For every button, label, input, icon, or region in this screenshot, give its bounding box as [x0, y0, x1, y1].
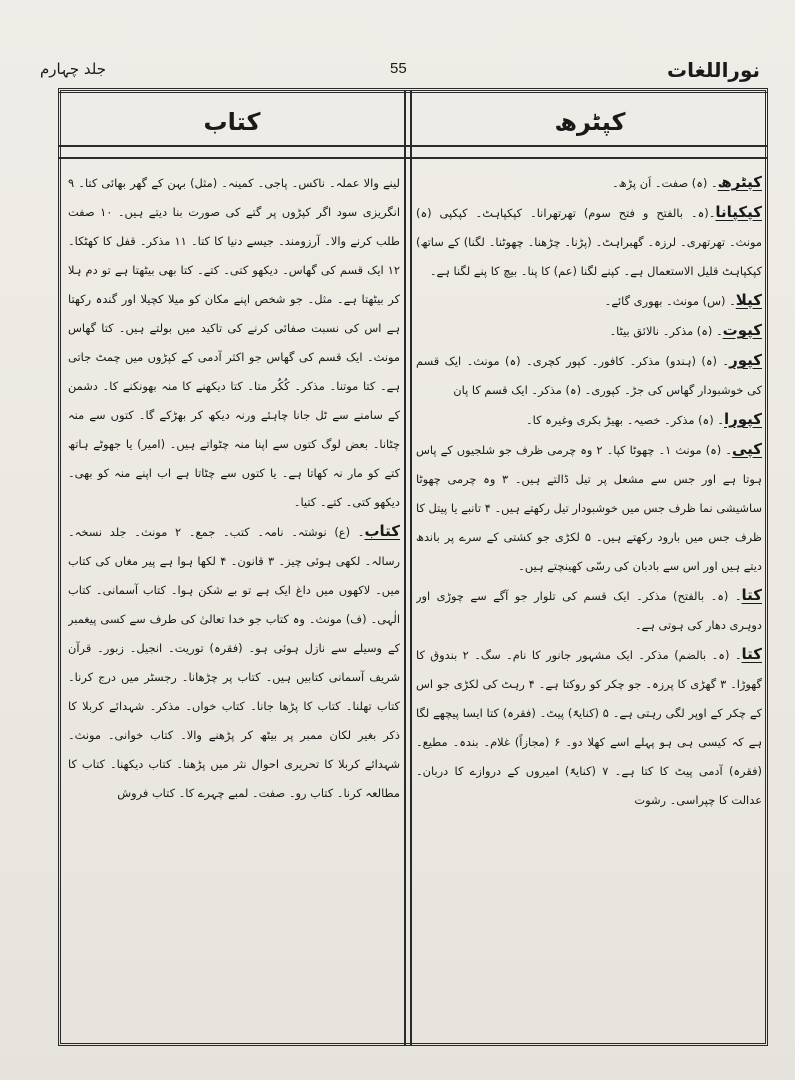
definition: ۔ (ہ) مذکر۔ نالائق بیٹا۔: [609, 324, 723, 338]
definition: ۔ (س) مونث۔ بھوری گائے۔: [604, 294, 736, 308]
entry: [416, 346, 762, 405]
volume-label: جلد چہارم: [40, 60, 107, 78]
entry: [68, 517, 400, 808]
entry: [416, 640, 762, 815]
page-header: [40, 58, 760, 88]
book-title: نوراللغات: [667, 58, 760, 82]
definition: ۔ (ہ) مذکر۔ خصیہ۔ بھیڑ بکری وغیرہ کا۔: [525, 413, 724, 427]
definition: ۔ (ہ۔ بالضم) مذکر۔ ایک مشہور جانور کا نام۔ سگ۔ ۲ بندوق کا گھوڑا۔ ۳ گھڑی کا پرزہ۔ جو چکر کو روکتا ہے۔ ۴ رہٹ کی لکڑی جو اس کے چکر کے اوپر لگی رہتی ہے۔ ۵ (کنایۃً) پیٹ۔ (فقرہ) کتا ایسا پیچھے لگا ہے کہ کیسی ہی ہو پہلے اسے کھلا دو۔ ۶ (مجازاً) غلام۔ بندہ۔ مطیع۔ (فقرہ) آدمی پیٹ کا کتا ہے۔ ۷ (کنایۃً) امیروں کے دروازے کا دربان۔ عدالت کا چپراسی۔ رشوت: [416, 648, 762, 807]
headword: کتاب: [364, 522, 400, 540]
definition: ۔ (ہ) مونث ۱۔ چھوٹا کپا۔ ۲ وہ چرمی ظرف جو شلجیوں کے پاس ہوتا ہے اور جس سے مشعل پر تیل ڈالتے ہیں۔ ۳ وہ چرمی چھوٹا ساشیشی نما ظرف جس میں خوشبودار تیل رکھتے ہیں۔ ۴ تانبے یا پیتل کا ظرف جس میں بارود رکھتے ہیں۔ ۵ لکڑی جو کشتی کے سرے پر باندھ دیتے ہیں اور اس سے بادبان کی رسّی کھینچتے ہیں۔: [416, 443, 762, 573]
headword: کپکپانا: [715, 203, 762, 221]
headword: کپوت: [722, 321, 762, 339]
headword: کپورا: [723, 410, 762, 428]
definition: لینے والا عملہ۔ ناکس۔ پاجی۔ کمینہ۔ (مثل) بہن کے گھر بھائی کتا۔ ۹ انگریزی سود اگر کپڑوں پر گتے کی صورت بنا دیتے ہیں۔ ۱۰ صفت طلب کرنے والا۔ آرزومند۔ جیسے دنیا کا کتا۔ ۱۱ مذکر۔ قفل کا کھٹکا۔ ۱۲ ایک قسم کی گھاس۔ دیکھو کتی۔ کتے۔ کتا بھی بیٹھتا ہے تو دم ہلا کر بیٹھتا ہے۔ مثل۔ جو شخص اپنے مکان کو میلا کچیلا اور گندہ رکھتا ہے اس کی نسبت صفائی کرنے کی تاکید میں بولتے ہیں۔ کتا گھاس مونث۔ ایک قسم کی گھاس جو اکثر آدمی کے کپڑوں میں چمٹ جاتی ہے۔ کتا موتنا۔ مذکر۔ کُکُر متا۔ کتا دیکھنے کا منہ بھونکنے کا۔ دشمن کے سامنے سے ٹل جانا چاہئے ورنہ دیکھ کر بھڑکے گا۔ کتوں سے منہ چٹانا۔ بعض لوگ کتوں سے اپنا منہ چٹواتے ہیں۔ (امیر) یا جھوٹے ہاتھ کتے کو مار نہ کھاتا ہے۔ یا کتوں سے چٹاتا ہے اب اپنے منہ کو بھی۔ دیکھو کتی۔ کتے۔ کتیا۔: [68, 176, 400, 509]
headword: کتا: [741, 586, 762, 604]
entry: [416, 581, 762, 640]
definition: ۔(ہ۔ بالفتح و فتح سوم) تھرتھرانا۔ کپکپاہٹ۔ کپکپی (ہ) مونث۔ تھرتھری۔ لرزہ۔ گھبراہٹ۔ (پڑنا۔ چڑھنا۔ چھوٹنا۔ لگنا) کے ساتھ) کپکپاہٹ قلیل الاستعمال ہے۔ کپنے لگنا (عم) کا پنا۔ بیچ کا پنے لگنا ہے۔: [416, 206, 762, 278]
right-column-heading: کپٹرھ: [554, 108, 626, 136]
entry: [416, 198, 762, 286]
column-divider: [404, 90, 412, 1045]
frame-top-rule: [58, 92, 768, 93]
entry: [416, 405, 762, 435]
definition: ۔ (ع) نوشتہ۔ نامہ۔ کتب۔ جمع۔ ۲ مونث۔ جلد نسخہ۔ رسالہ۔ لکھی ہوئی چیز۔ ۳ قانون۔ ۴ لکھا ہوا ہے پیر مغاں کی کتاب میں۔ لاکھوں میں داغ ایک ہے تو بے شکن ہوا۔ کتاب آسمانی۔ کتاب الٰہی۔ (ف) مونث۔ وہ کتاب جو خدا تعالیٰ کی طرف سے کسی پیغمبر کے وسیلے سے نازل ہوئی ہو۔ (فقرہ) توریت۔ انجیل۔ زبور۔ قرآن شریف آسمانی کتابیں ہیں۔ کتاب پر چڑھانا۔ رجسٹر میں درج کرنا۔ کتاب تھلنا۔ کتاب کا پڑھا جانا۔ کتاب خواں۔ مذکر۔ شہدائے کربلا کا ذکر بغیر لکان ممبر پر بیٹھ کر پڑھنے والا۔ کتاب خوانی۔ مونث۔ شہدائے کربلا کا تحریری احوال نثر میں پڑھنا۔ کتاب دیکھنا۔ کتاب کا مطالعہ کرنا۔ کتاب رو۔ صفت۔ لمبے چہرے کا۔ کتاب فروش: [68, 525, 400, 800]
left-column-heading: کتاب: [203, 108, 261, 136]
headword: کپٹرھ: [717, 173, 762, 191]
column-heading-rule: [58, 145, 768, 159]
entry: [416, 168, 762, 198]
definition: ۔ (ہ) صفت۔ اَن پڑھ۔: [612, 176, 718, 190]
definition: ۔ (ہ) (ہندو) مذکر۔ کافور۔ کپور کچری۔ (ہ) مونث۔ ایک قسم کی خوشبودار گھاس کی جڑ۔ کپوری۔ (ہ) مذکر۔ ایک قسم کا پان: [416, 354, 762, 397]
headword: کتا: [741, 645, 762, 663]
entry: [68, 168, 400, 517]
entry: [416, 286, 762, 316]
headword: کپلا: [735, 291, 762, 309]
definition: ۔ (ہ۔ بالفتح) مذکر۔ ایک قسم کی تلوار جو آگے سے چوڑی اور دوہری دھار کی ہوتی ہے۔: [416, 589, 762, 632]
entry: [416, 316, 762, 346]
entry: [416, 435, 762, 581]
headword: کپور: [729, 351, 762, 369]
headword: کپی: [731, 440, 762, 458]
right-column: [416, 168, 762, 1040]
page-number: 55: [390, 60, 407, 77]
left-column: [68, 168, 400, 1040]
